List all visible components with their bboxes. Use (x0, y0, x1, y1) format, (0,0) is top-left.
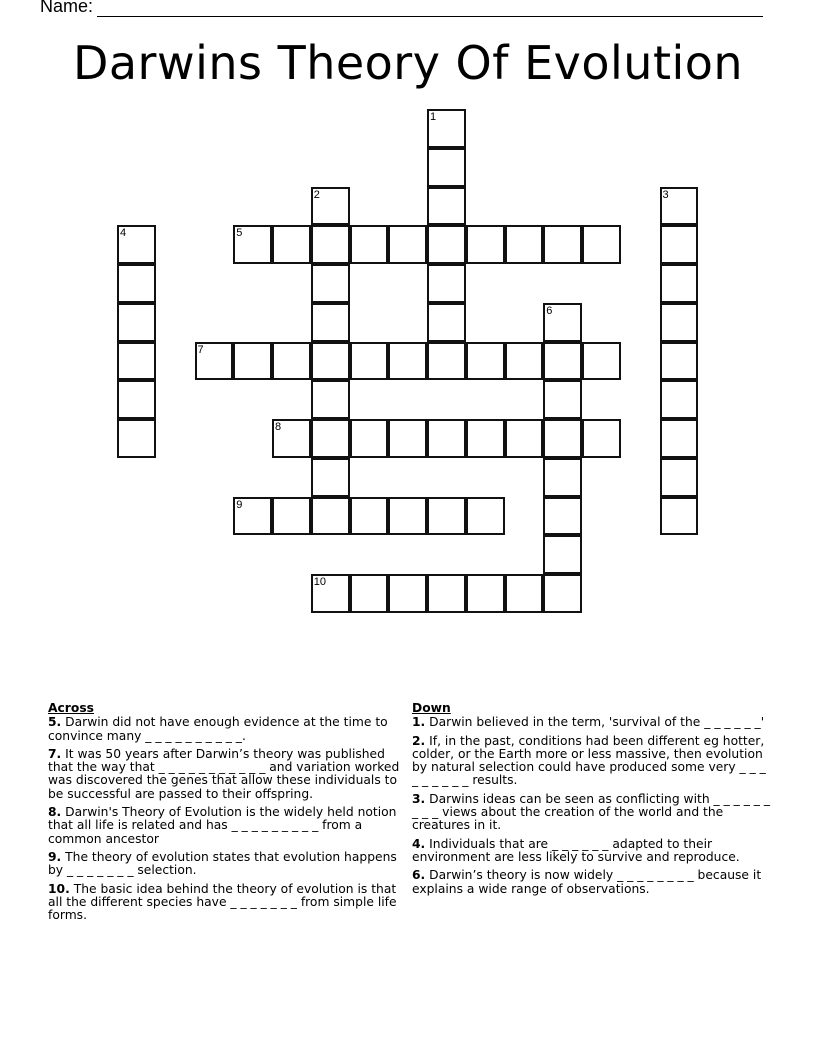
grid-cell[interactable] (543, 574, 582, 613)
grid-cell[interactable] (466, 419, 505, 458)
grid-cell[interactable] (427, 148, 466, 187)
clue-number-label: 8 (275, 421, 282, 433)
grid-cell[interactable] (466, 225, 505, 264)
clue-number-label: 9 (236, 498, 243, 511)
grid-cell[interactable] (543, 380, 582, 419)
grid-cell[interactable] (311, 497, 350, 536)
grid-cell[interactable] (311, 225, 350, 264)
clue-number-label: 7 (197, 343, 204, 356)
grid-cell[interactable] (582, 419, 621, 458)
clue-number: 8. (48, 805, 62, 820)
grid-cell[interactable] (427, 109, 466, 148)
clue-number: 4. (412, 836, 426, 851)
clue-number-label: 2 (313, 188, 320, 201)
grid-cell[interactable] (233, 497, 272, 536)
clue-number-label: 4 (120, 227, 127, 240)
clue-item (48, 883, 400, 923)
clue-number: 10. (48, 881, 70, 896)
grid-cell[interactable] (543, 225, 582, 264)
grid-cell[interactable] (117, 342, 156, 381)
clue-item (412, 793, 772, 833)
grid-cell[interactable] (660, 225, 699, 264)
grid-cell[interactable] (350, 574, 389, 613)
clue-item (48, 851, 400, 878)
grid-cell[interactable] (233, 342, 272, 381)
grid-cell[interactable] (117, 264, 156, 303)
name-field[interactable] (40, 0, 763, 17)
clue-number-label: 5 (236, 227, 243, 240)
grid-cell[interactable] (233, 225, 272, 264)
grid-cell[interactable] (660, 419, 699, 458)
grid-cell[interactable] (311, 458, 350, 497)
clue-text: Darwin’s theory is now widely _ _ _ _ _ _ _ _ because it explains a wide range of observations. (412, 868, 762, 896)
grid-cell[interactable] (311, 264, 350, 303)
grid-cell[interactable] (272, 419, 311, 458)
name-blank-line[interactable] (97, 0, 763, 17)
clue-number-label: 1 (430, 111, 437, 123)
grid-cell[interactable] (311, 303, 350, 342)
grid-cell[interactable] (195, 342, 234, 381)
clue-text: Darwin's Theory of Evolution is the widely held notion that all life is related and has _ _ _ _ _ _ _ _ _ from a common ancestor (48, 805, 397, 846)
grid-cell[interactable] (427, 187, 466, 226)
grid-cell[interactable] (311, 187, 350, 226)
clue-number: 3. (412, 791, 426, 806)
grid-cell[interactable] (388, 225, 427, 264)
grid-cell[interactable] (543, 497, 582, 536)
grid-cell[interactable] (660, 303, 699, 342)
grid-cell[interactable] (660, 342, 699, 381)
grid-cell[interactable] (543, 342, 582, 381)
grid-cell[interactable] (388, 574, 427, 613)
grid-cell[interactable] (117, 419, 156, 458)
clue-text: The basic idea behind the theory of evolution is that all the different species have _ _ _ _ _ _ _ from simple life forms. (48, 881, 397, 923)
page-title: Darwins Theory Of Evolution (72, 36, 744, 90)
clue-item (412, 869, 772, 896)
clue-text: Darwins ideas can be seen as conflicting with _ _ _ _ _ _ _ _ _ views about the creation of the world and the creatures in it. (412, 791, 770, 833)
grid-cell[interactable] (427, 574, 466, 613)
clue-number-label: 10 (313, 576, 326, 588)
grid-cell[interactable] (388, 419, 427, 458)
clue-item (48, 748, 400, 801)
grid-cell[interactable] (660, 458, 699, 497)
grid-cell[interactable] (505, 574, 544, 613)
grid-cell[interactable] (388, 342, 427, 381)
grid-cell[interactable] (117, 380, 156, 419)
grid-cell[interactable] (427, 342, 466, 381)
grid-cell[interactable] (505, 419, 544, 458)
grid-cell[interactable] (388, 497, 427, 536)
grid-cell[interactable] (582, 342, 621, 381)
grid-cell[interactable] (466, 574, 505, 613)
grid-cell[interactable] (505, 342, 544, 381)
grid-cell[interactable] (582, 225, 621, 264)
clue-text: It was 50 years after Darwin’s theory was published that the way that _ _ _ _ _ _ _ _ _ _ _ and variation worked was discovered the genes that allow these individuals to be successful are passed to their offspring. (48, 746, 400, 801)
clue-number-label: 3 (662, 188, 669, 201)
name-label: Name: (40, 0, 94, 16)
across-heading: Across (48, 701, 94, 715)
grid-cell[interactable] (660, 187, 699, 226)
clue-text: Individuals that are _ _ _ _ _ _ adapted to their environment are less likely to survive and reproduce. (412, 836, 740, 864)
grid-cell[interactable] (272, 342, 311, 381)
grid-cell[interactable] (272, 225, 311, 264)
grid-cell[interactable] (272, 497, 311, 536)
grid-cell[interactable] (543, 458, 582, 497)
grid-cell[interactable] (505, 225, 544, 264)
grid-cell[interactable] (350, 419, 389, 458)
clue-text: The theory of evolution states that evolution happens by _ _ _ _ _ _ _ selection. (48, 849, 397, 878)
clue-number: 5. (48, 715, 62, 730)
grid-cell[interactable] (427, 419, 466, 458)
grid-cell[interactable] (427, 497, 466, 536)
clue-text: Darwin believed in the term, 'survival of the _ _ _ _ _ _' (425, 715, 765, 730)
clue-number: 2. (412, 733, 426, 748)
grid-cell[interactable] (660, 380, 699, 419)
grid-cell[interactable] (350, 225, 389, 264)
clue-text: If, in the past, conditions had been different eg hotter, colder, or the Earth more or less massive, then evolution by natural selection could have produced some very _ _ _ _ _ _ _ _ _ results. (412, 733, 766, 788)
grid-cell[interactable] (117, 303, 156, 342)
clue-number-label: 6 (546, 304, 553, 317)
clue-text: Darwin did not have enough evidence at the time to convince many _ _ _ _ _ _ _ _ _ _. (48, 715, 388, 743)
clue-item (48, 716, 400, 743)
grid-cell[interactable] (311, 419, 350, 458)
grid-cell[interactable] (660, 497, 699, 536)
clue-item (48, 806, 400, 846)
down-clues (412, 702, 772, 901)
clue-number: 9. (48, 849, 62, 864)
across-clues (48, 702, 400, 927)
grid-cell[interactable] (311, 342, 350, 381)
grid-cell[interactable] (543, 535, 582, 574)
grid-cell[interactable] (311, 380, 350, 419)
grid-cell[interactable] (350, 497, 389, 536)
grid-cell[interactable] (427, 264, 466, 303)
clue-number: 1. (412, 715, 426, 730)
clue-number: 7. (48, 746, 62, 761)
grid-cell[interactable] (660, 264, 699, 303)
clue-item (412, 716, 772, 729)
clue-number: 6. (412, 868, 426, 883)
clue-item (412, 735, 772, 788)
down-heading: Down (412, 701, 451, 715)
grid-cell[interactable] (543, 419, 582, 458)
grid-cell[interactable] (427, 303, 466, 342)
grid-cell[interactable] (543, 303, 582, 342)
grid-cell[interactable] (427, 225, 466, 264)
grid-cell[interactable] (117, 225, 156, 264)
clue-item (412, 838, 772, 865)
grid-cell[interactable] (466, 497, 505, 536)
grid-cell[interactable] (350, 342, 389, 381)
grid-cell[interactable] (466, 342, 505, 381)
grid-cell[interactable] (311, 574, 350, 613)
